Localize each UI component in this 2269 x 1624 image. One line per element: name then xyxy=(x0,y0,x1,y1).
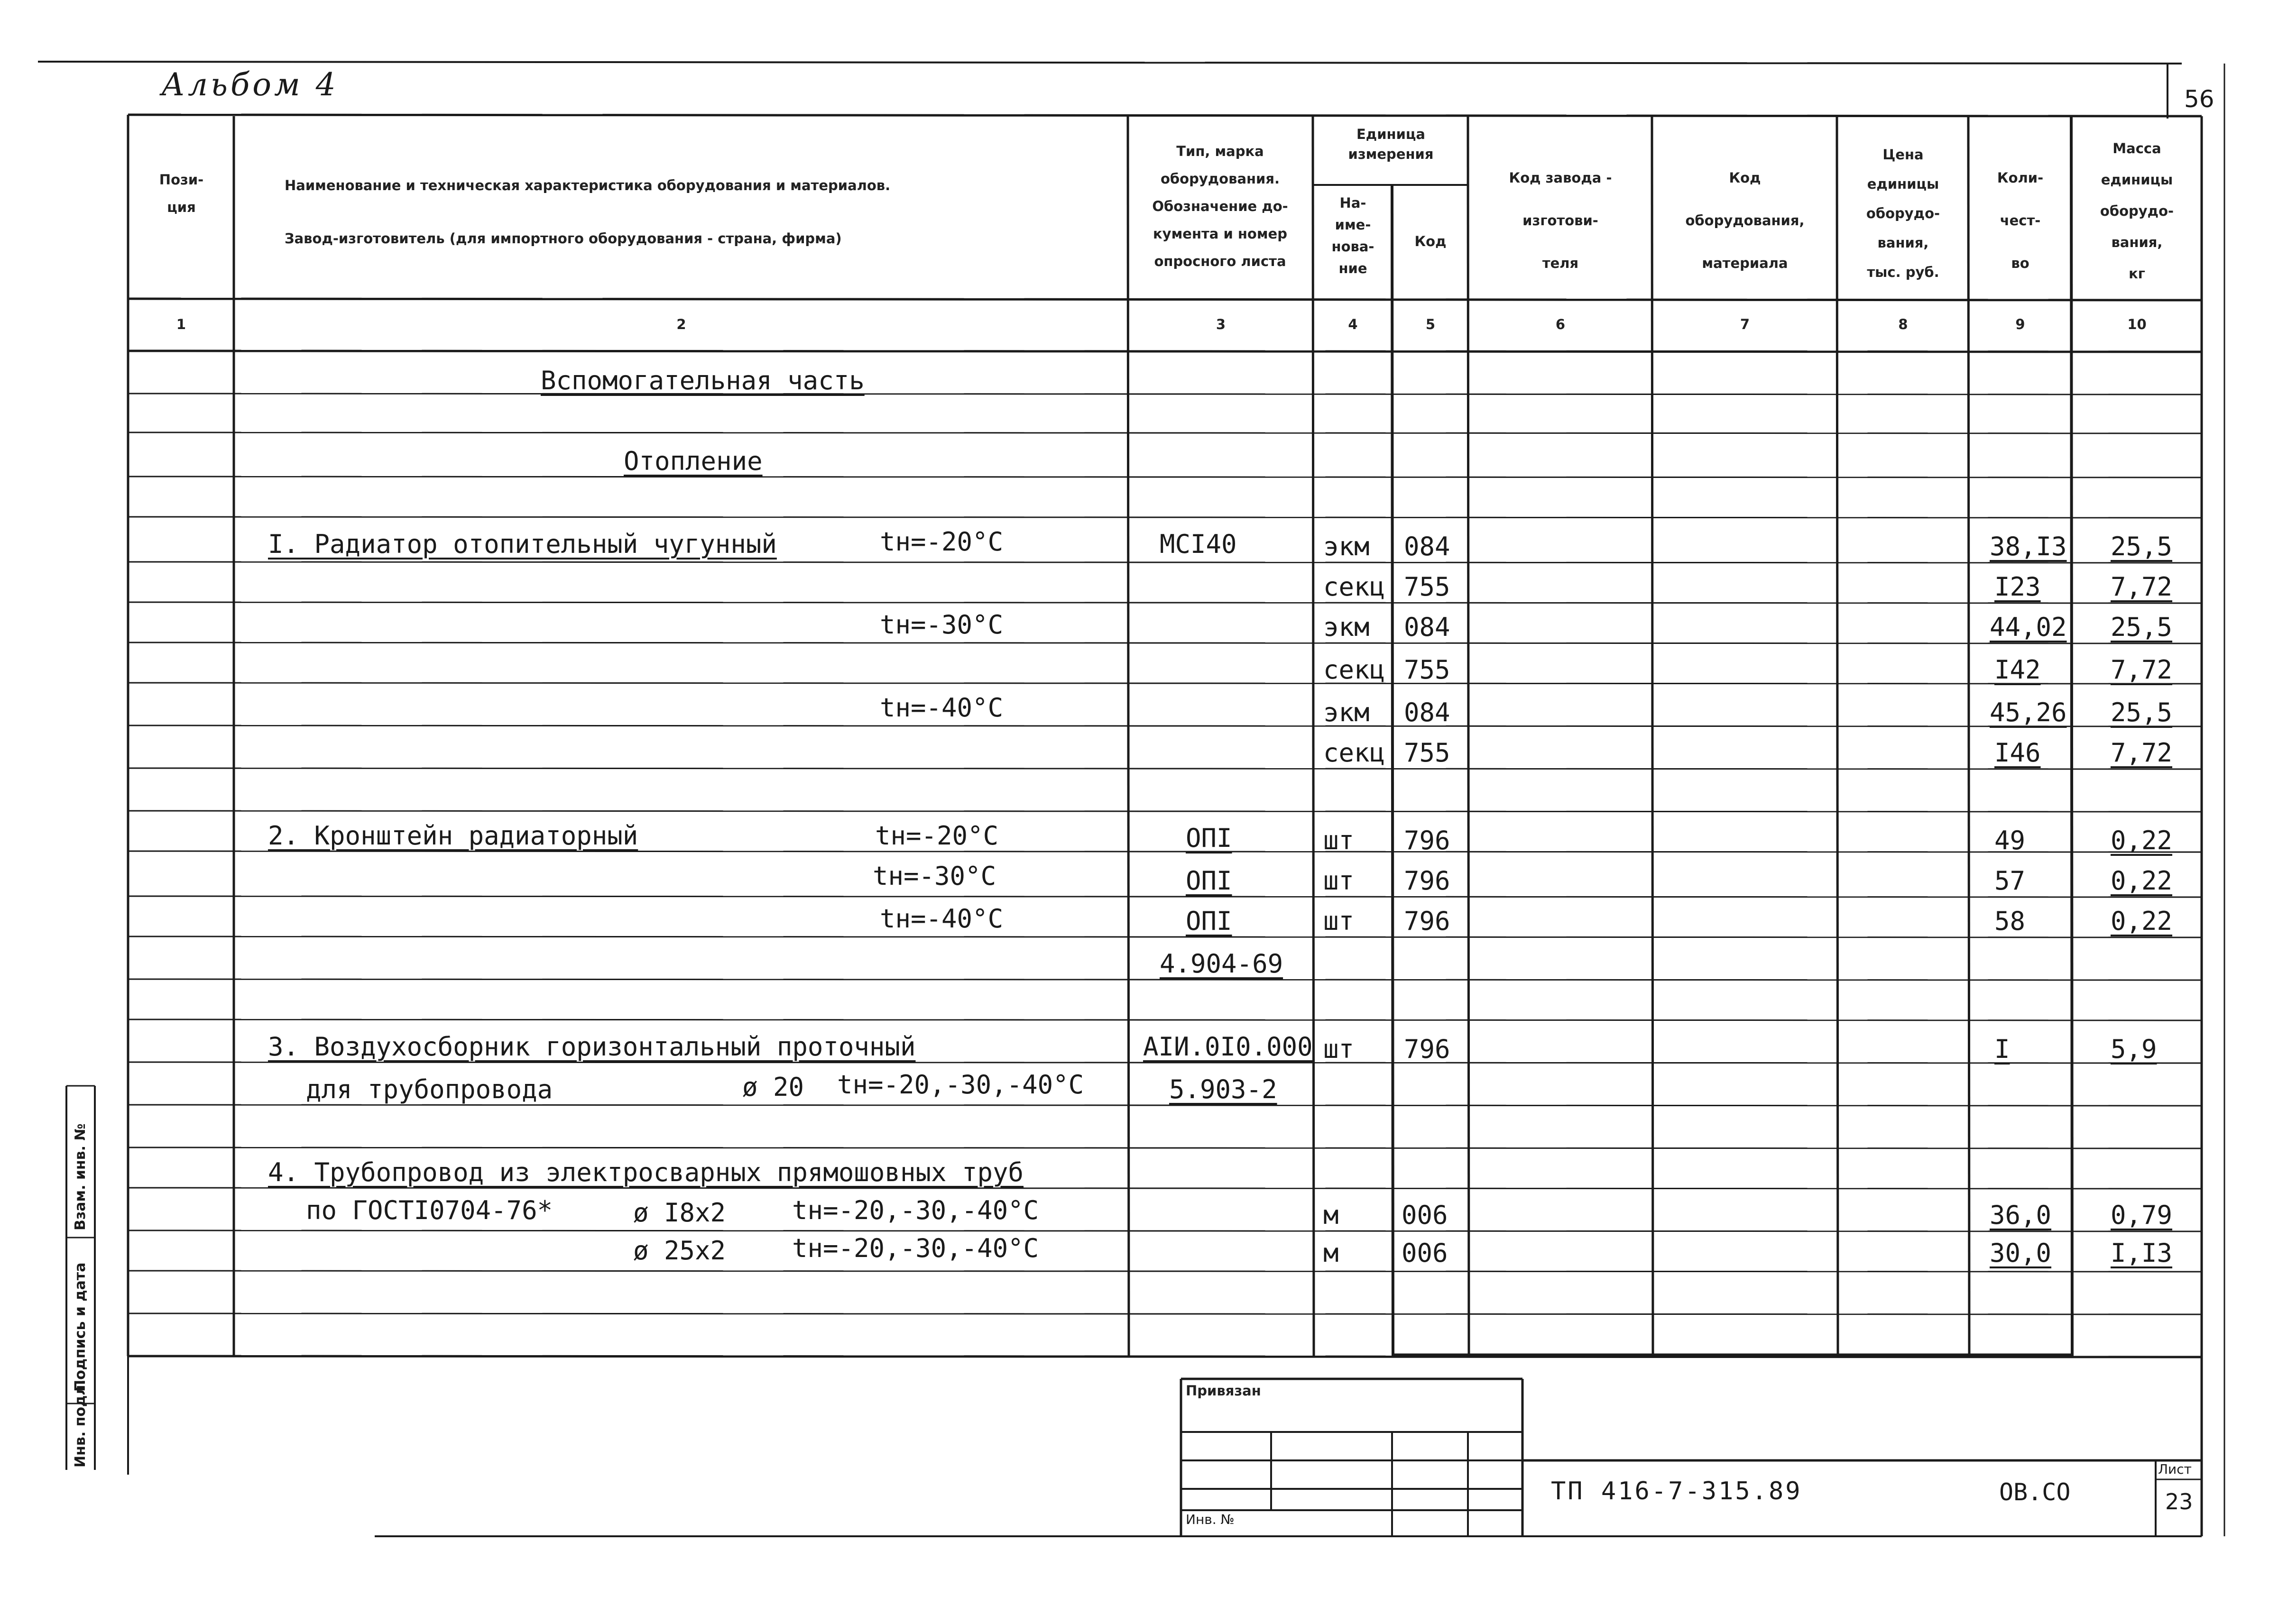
unit-name: шт xyxy=(1323,1034,1355,1064)
quantity: 38,I3 xyxy=(1990,532,2067,561)
header-plant-code: Код завода - изготови- теля xyxy=(1509,170,1612,271)
unit-name: экм xyxy=(1323,697,1370,727)
inv-label: Инв. № xyxy=(1186,1512,1235,1527)
unit-code: 006 xyxy=(1402,1200,1448,1230)
section-title-auxiliary: Вспомогательная часть xyxy=(541,366,865,395)
sheet-label: Лист xyxy=(2158,1461,2192,1477)
quantity: I46 xyxy=(1994,738,2041,768)
unit-mass: 0,22 xyxy=(2111,906,2173,936)
unit-name: м xyxy=(1323,1238,1339,1268)
document-ref: 5.903-2 xyxy=(1169,1074,1277,1104)
unit-mass: 7,72 xyxy=(2111,738,2173,768)
section-title-heating: Отопление xyxy=(624,446,763,476)
unit-code: 796 xyxy=(1404,1034,1450,1064)
pipe-diameter: ø 25x2 xyxy=(633,1236,726,1266)
quantity: 30,0 xyxy=(1990,1238,2052,1268)
header-type: Тип, марка оборудования. Обозначение до- кумента и номер опросного листа xyxy=(1152,143,1288,269)
header-equipment-code: Код оборудования, материала xyxy=(1685,170,1805,271)
unit-name: экм xyxy=(1323,532,1370,561)
pipe-diameter: ø 20 xyxy=(742,1072,804,1102)
quantity: 36,0 xyxy=(1990,1200,2052,1230)
header-name: Наименование и техническая характеристика оборудования и материалов. Завод-изготовитель (для импортного оборудования - страна, фирма) xyxy=(285,177,891,247)
document-code: ТП 416-7-315.89 xyxy=(1551,1477,1802,1505)
header-position: Пози- ция xyxy=(159,172,204,215)
header-price: Цена единицы оборудо- вания, тыс. руб. xyxy=(1866,147,1940,280)
header-unit-code: Код xyxy=(1414,233,1447,249)
unit-code: 084 xyxy=(1404,697,1450,727)
unit-name: шт xyxy=(1323,826,1355,855)
album-title: Альбом 4 xyxy=(161,66,339,103)
column-number: 7 xyxy=(1740,316,1750,332)
quantity: I xyxy=(1994,1034,2010,1064)
unit-code: 796 xyxy=(1404,906,1450,936)
sidebar-signature-date: Подпись и дата xyxy=(72,1262,89,1392)
temperature-spec: tн=-20°C xyxy=(875,821,999,851)
unit-name: секц xyxy=(1323,655,1385,685)
unit-mass: 25,5 xyxy=(2111,612,2173,642)
unit-mass: 25,5 xyxy=(2111,532,2173,561)
quantity: 57 xyxy=(1994,866,2026,896)
type-mark: ОПI xyxy=(1186,906,1232,936)
temperature-spec: tн=-20°C xyxy=(880,527,1004,557)
pipe-diameter: ø I8x2 xyxy=(633,1198,726,1228)
quantity: 58 xyxy=(1994,906,2026,936)
unit-name: м xyxy=(1323,1200,1339,1230)
item-name: 2. Кронштейн радиаторный xyxy=(268,821,638,851)
unit-mass: 7,72 xyxy=(2111,572,2173,602)
unit-code: 084 xyxy=(1404,612,1450,642)
column-number: 6 xyxy=(1555,316,1566,332)
temperature-spec: tн=-20,-30,-40°C xyxy=(837,1070,1084,1100)
item-name: для трубопровода xyxy=(306,1074,553,1104)
unit-code: 006 xyxy=(1402,1238,1448,1268)
unit-name: шт xyxy=(1323,866,1355,896)
unit-mass: 0,22 xyxy=(2111,866,2173,896)
sidebar-replaced-inv: Взам. инв. № xyxy=(72,1123,89,1230)
temperature-spec: tн=-40°C xyxy=(880,904,1004,934)
type-mark: МСI40 xyxy=(1160,529,1237,559)
item-name: 4. Трубопровод из электросварных прямошовных труб xyxy=(268,1157,1024,1187)
unit-name: экм xyxy=(1323,612,1370,642)
unit-mass: 0,22 xyxy=(2111,826,2173,855)
quantity: I42 xyxy=(1994,655,2041,685)
unit-code: 755 xyxy=(1404,655,1450,685)
header-quantity: Коли- чест- во xyxy=(1997,170,2044,271)
type-mark: ОПI xyxy=(1186,823,1232,853)
temperature-spec: tн=-30°C xyxy=(873,861,996,891)
unit-mass: 25,5 xyxy=(2111,697,2173,727)
column-number: 9 xyxy=(2015,316,2025,332)
temperature-spec: tн=-20,-30,-40°C xyxy=(792,1195,1039,1225)
unit-mass: I,I3 xyxy=(2111,1238,2173,1268)
item-name: I. Радиатор отопительный чугунный xyxy=(268,529,777,559)
column-number: 10 xyxy=(2127,316,2147,332)
column-number: 5 xyxy=(1425,316,1436,332)
unit-mass: 5,9 xyxy=(2111,1034,2157,1064)
quantity: 45,26 xyxy=(1990,697,2067,727)
column-number: 2 xyxy=(676,316,686,332)
column-number: 8 xyxy=(1898,316,1908,332)
item-name: 3. Воздухосборник горизонтальный проточный xyxy=(268,1032,916,1062)
type-mark: АIИ.0I0.000 xyxy=(1143,1032,1313,1062)
quantity: I23 xyxy=(1994,572,2041,602)
item-name: по ГОСТI0704-76* xyxy=(306,1195,553,1225)
quantity: 44,02 xyxy=(1990,612,2067,642)
column-number: 1 xyxy=(176,316,186,332)
unit-mass: 0,79 xyxy=(2111,1200,2173,1230)
unit-code: 755 xyxy=(1404,738,1450,768)
temperature-spec: tн=-30°C xyxy=(880,610,1004,640)
temperature-spec: tн=-40°C xyxy=(880,693,1004,723)
page-number: 56 xyxy=(2184,85,2214,113)
type-mark: ОПI xyxy=(1186,866,1232,896)
sidebar-original-inv: Инв. подл. xyxy=(72,1379,89,1468)
sheet-number: 23 xyxy=(2165,1489,2193,1514)
document-ref: 4.904-69 xyxy=(1160,949,1283,979)
unit-mass: 7,72 xyxy=(2111,655,2173,685)
unit-name: секц xyxy=(1323,572,1385,602)
column-number: 3 xyxy=(1216,316,1226,332)
header-unit-name: На- име- нова- ние xyxy=(1331,195,1374,276)
unit-name: секц xyxy=(1323,738,1385,768)
unit-code: 796 xyxy=(1404,866,1450,896)
unit-name: шт xyxy=(1323,906,1355,936)
temperature-spec: tн=-20,-30,-40°C xyxy=(792,1233,1039,1263)
header-mass: Масса единицы оборудо- вания, кг xyxy=(2100,140,2174,282)
unit-code: 084 xyxy=(1404,532,1450,561)
quantity: 49 xyxy=(1994,826,2026,855)
stamp-label: Привязан xyxy=(1186,1383,1261,1399)
column-number: 4 xyxy=(1348,316,1358,332)
unit-code: 755 xyxy=(1404,572,1450,602)
unit-code: 796 xyxy=(1404,826,1450,855)
header-unit-group: Единица измерения xyxy=(1348,126,1434,162)
section-code: ОВ.СО xyxy=(1999,1478,2071,1506)
